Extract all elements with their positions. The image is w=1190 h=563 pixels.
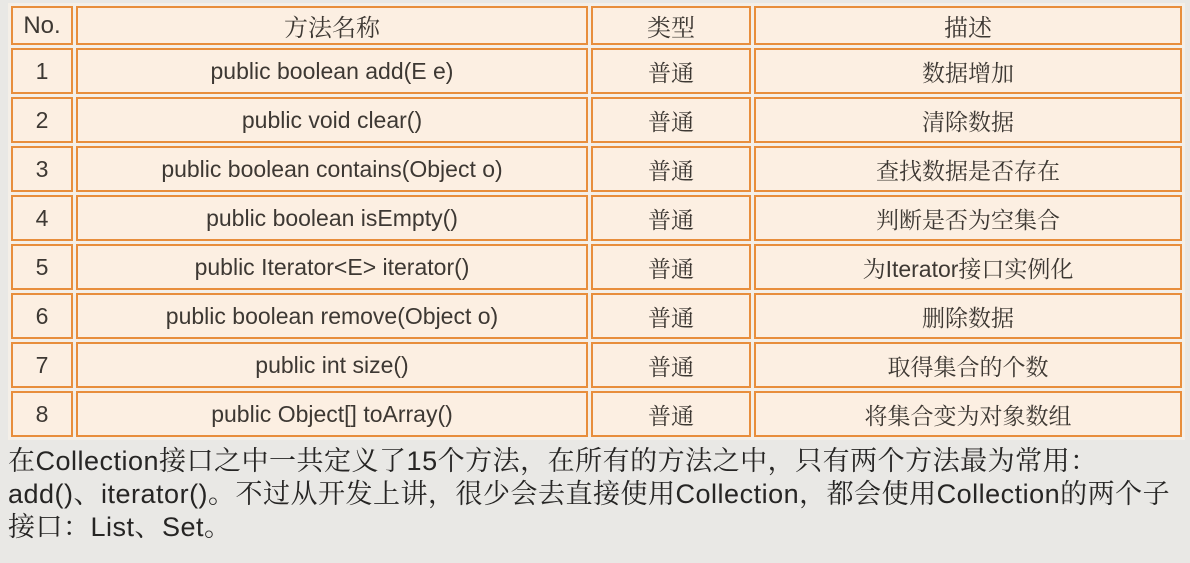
cell-no: 8 xyxy=(11,391,73,437)
slide xyxy=(0,3,1190,563)
table-row xyxy=(11,195,1182,241)
collection-methods-table xyxy=(8,3,1185,440)
cell-method: public Iterator<E> iterator() xyxy=(76,244,588,290)
table-row xyxy=(11,97,1182,143)
cell-type: 普通 xyxy=(591,244,751,290)
cell-method: public void clear() xyxy=(76,97,588,143)
cell-type: 普通 xyxy=(591,293,751,339)
cell-method: public boolean contains(Object o) xyxy=(76,146,588,192)
column-header-method: 方法名称 xyxy=(76,6,588,45)
cell-no: 4 xyxy=(11,195,73,241)
cell-desc: 清除数据 xyxy=(754,97,1182,143)
cell-method: public boolean remove(Object o) xyxy=(76,293,588,339)
column-header-desc: 描述 xyxy=(754,6,1182,45)
cell-desc: 查找数据是否存在 xyxy=(754,146,1182,192)
cell-type: 普通 xyxy=(591,342,751,388)
table-row xyxy=(11,48,1182,94)
table-row xyxy=(11,342,1182,388)
cell-desc: 取得集合的个数 xyxy=(754,342,1182,388)
table-header-row xyxy=(11,6,1182,45)
cell-no: 1 xyxy=(11,48,73,94)
column-header-type: 类型 xyxy=(591,6,751,45)
cell-desc: 判断是否为空集合 xyxy=(754,195,1182,241)
cell-type: 普通 xyxy=(591,146,751,192)
cell-type: 普通 xyxy=(591,97,751,143)
cell-no: 5 xyxy=(11,244,73,290)
cell-no: 7 xyxy=(11,342,73,388)
cell-method: public Object[] toArray() xyxy=(76,391,588,437)
cell-desc: 数据增加 xyxy=(754,48,1182,94)
cell-method: public int size() xyxy=(76,342,588,388)
table-row xyxy=(11,244,1182,290)
note-text: 在Collection接口之中一共定义了15个方法，在所有的方法之中，只有两个方法最为常用：add()、iterator()。不过从开发上讲，很少会去直接使用Collection，都会使用Collection的两个子接口：List、Set。 xyxy=(8,446,1171,543)
table-row xyxy=(11,146,1182,192)
table-row xyxy=(11,293,1182,339)
cell-desc: 将集合变为对象数组 xyxy=(754,391,1182,437)
cell-no: 6 xyxy=(11,293,73,339)
cell-method: public boolean isEmpty() xyxy=(76,195,588,241)
table-row xyxy=(11,391,1182,437)
cell-type: 普通 xyxy=(591,195,751,241)
column-header-no: No. xyxy=(11,6,73,45)
cell-no: 2 xyxy=(11,97,73,143)
cell-desc: 删除数据 xyxy=(754,293,1182,339)
cell-method: public boolean add(E e) xyxy=(76,48,588,94)
cell-type: 普通 xyxy=(591,391,751,437)
cell-type: 普通 xyxy=(591,48,751,94)
cell-no: 3 xyxy=(11,146,73,192)
cell-desc: 为Iterator接口实例化 xyxy=(754,244,1182,290)
